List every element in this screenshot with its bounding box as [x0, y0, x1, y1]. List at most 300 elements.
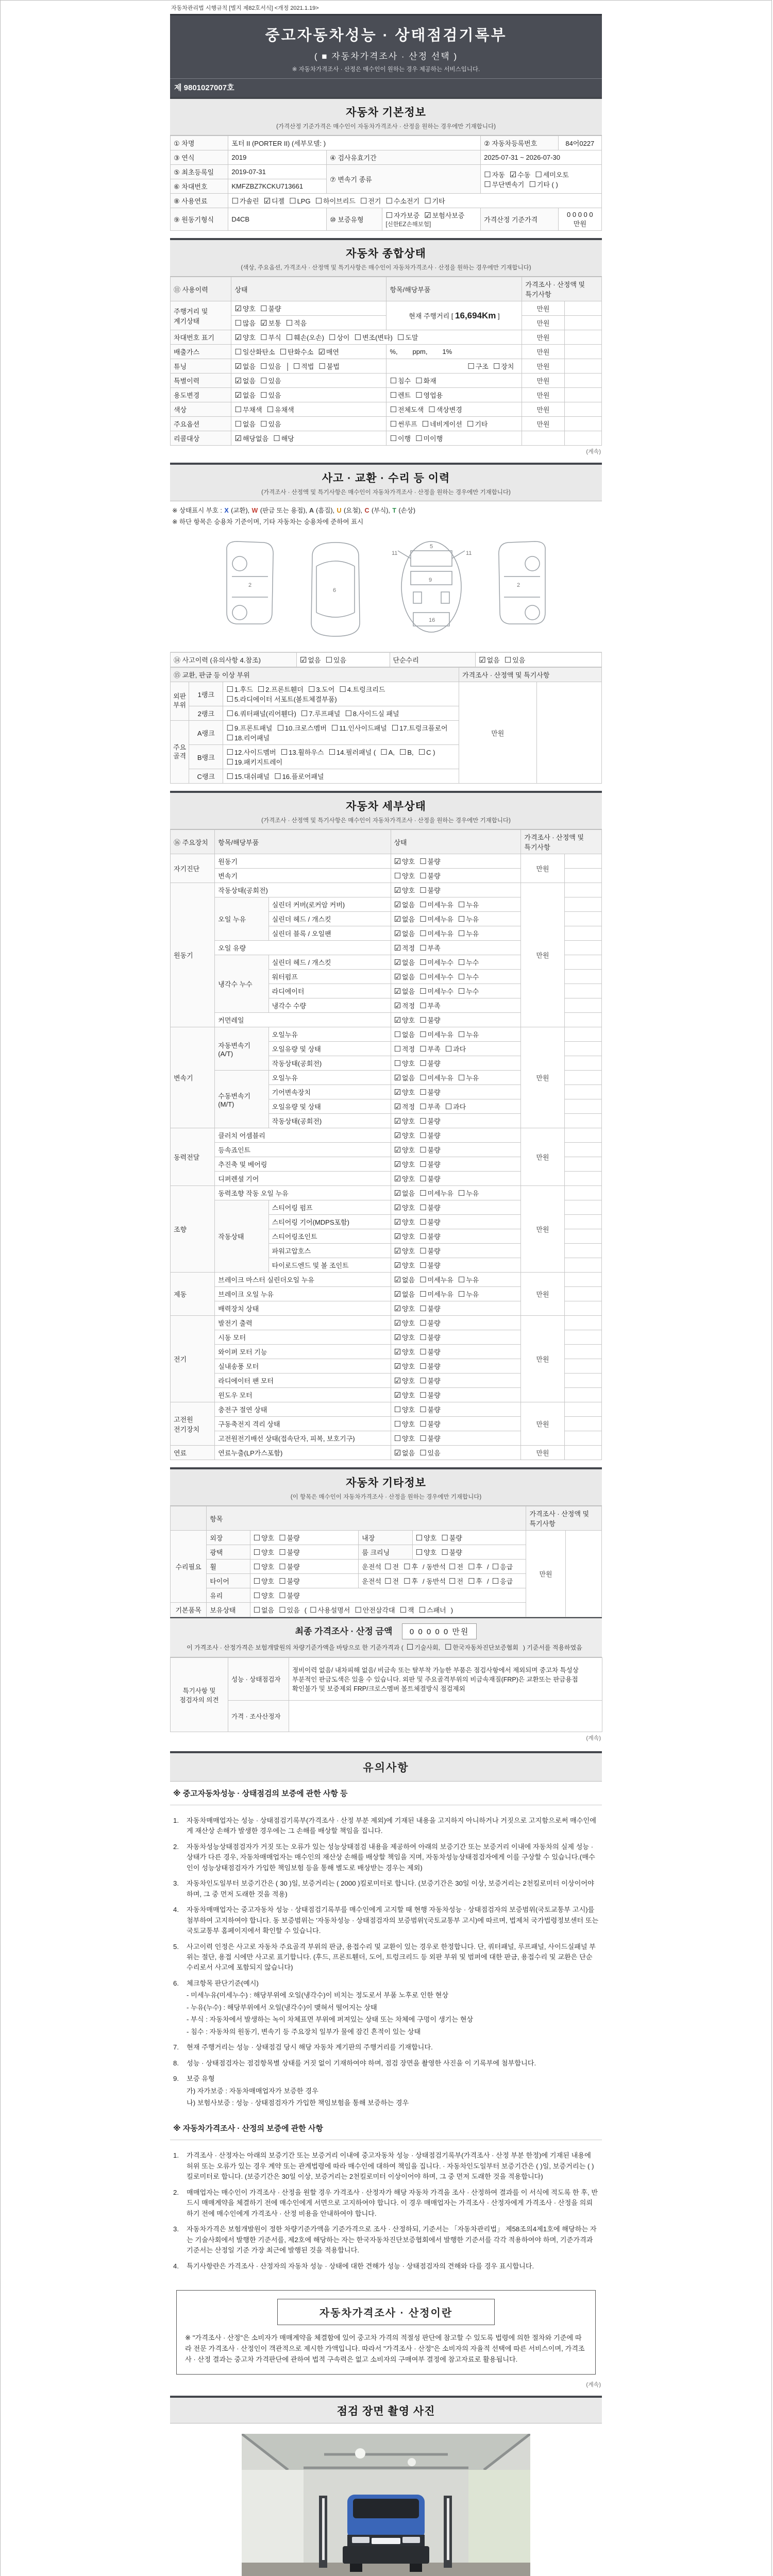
checkbox-option[interactable] — [279, 1576, 300, 1586]
checkbox-option[interactable] — [318, 347, 339, 357]
checkbox-option[interactable] — [355, 332, 393, 342]
checkbox-option[interactable] — [234, 404, 262, 414]
checkbox-option[interactable] — [394, 928, 415, 938]
checkbox-option[interactable] — [419, 1332, 441, 1342]
item-cell: 실린더 블록 / 오일팬 — [268, 926, 391, 941]
checkbox-option[interactable] — [419, 871, 441, 880]
checkbox-option[interactable] — [260, 376, 281, 385]
checkbox-option[interactable] — [467, 419, 488, 429]
checkbox-option[interactable] — [394, 1419, 415, 1429]
checkbox-option-label: 적법 — [301, 363, 314, 370]
checkbox-option[interactable] — [419, 1376, 441, 1385]
checked-checkbox-icon: ☑ — [394, 1002, 401, 1010]
price-cell: 만원 — [521, 1186, 564, 1273]
unchecked-checkbox-icon: ☐ — [385, 197, 393, 206]
price-appraisal-definition-title: 자동차가격조사 · 산정이란 — [277, 2299, 495, 2325]
checkbox-option[interactable] — [355, 1605, 395, 1615]
device-cell: 원동기 — [171, 883, 215, 1027]
checkbox-option[interactable] — [419, 1116, 441, 1126]
checkbox-option[interactable] — [415, 376, 436, 385]
checkbox-option[interactable] — [394, 1087, 415, 1097]
section-overall-title: 자동차 종합상태 — [346, 248, 426, 260]
checkbox-option[interactable] — [415, 433, 443, 443]
checkbox-option-label: 없음 — [401, 901, 415, 909]
checkbox-option-label: 유채색 — [275, 406, 294, 414]
checkbox-option[interactable] — [254, 1605, 275, 1615]
checkbox-option[interactable] — [419, 914, 453, 924]
checkbox-option[interactable] — [419, 1289, 453, 1299]
checkbox-option[interactable] — [419, 1174, 441, 1183]
notice-sub-item: 나) 보험사보증 : 성능 · 상태점검자가 가입한 책임보험을 통해 보증하는 경우 — [187, 2098, 409, 2107]
checkbox-option[interactable] — [331, 723, 387, 733]
checkbox-option[interactable] — [419, 1419, 441, 1429]
checkbox-option[interactable] — [394, 1260, 415, 1270]
checkbox-option[interactable] — [394, 1347, 415, 1357]
checkbox-option[interactable] — [510, 170, 531, 179]
checkbox-option[interactable] — [277, 723, 326, 733]
item-cell: 스티어링 펌프 — [268, 1200, 391, 1215]
unchecked-checkbox-icon: ☐ — [253, 1577, 260, 1586]
item-cell: 변속기 — [215, 869, 391, 883]
checkbox-option[interactable] — [407, 1643, 440, 1652]
checkbox-option[interactable] — [260, 318, 281, 328]
section-detail — [170, 791, 602, 829]
checkbox-option[interactable] — [394, 1001, 415, 1010]
notes-cell — [564, 1258, 601, 1273]
status-cell — [231, 316, 386, 330]
checkbox-option-label: 누유 — [466, 1291, 479, 1298]
unchecked-checkbox-icon: ☐ — [391, 724, 399, 733]
checkbox-option[interactable] — [394, 1376, 415, 1385]
checkbox-option[interactable] — [390, 433, 411, 443]
checkbox-option[interactable] — [394, 1246, 415, 1256]
checkbox-option[interactable] — [394, 885, 415, 895]
checkbox-option[interactable] — [254, 1562, 275, 1571]
checkbox-option[interactable] — [441, 1547, 462, 1557]
checkbox-option[interactable] — [468, 1576, 482, 1586]
notes-cell — [564, 1200, 601, 1215]
checkbox-option[interactable] — [419, 1073, 453, 1082]
checkbox-option[interactable] — [419, 943, 441, 953]
checkbox-option[interactable] — [449, 1576, 463, 1586]
checkbox-option[interactable] — [419, 1246, 441, 1256]
checkbox-option[interactable] — [458, 986, 479, 996]
price-cell: 만원 — [521, 854, 564, 883]
notes-cell — [564, 316, 601, 330]
checkbox-option[interactable] — [260, 390, 281, 400]
checkbox-option[interactable] — [484, 170, 505, 179]
checkbox-option-label: 양호 — [424, 1549, 437, 1556]
checkbox-option[interactable] — [286, 332, 324, 342]
checkbox-option[interactable] — [254, 1576, 275, 1586]
checkbox-option[interactable] — [394, 1159, 415, 1169]
checkbox-option[interactable] — [419, 1044, 441, 1054]
checkbox-option[interactable] — [394, 1332, 415, 1342]
checkbox-option[interactable] — [394, 1448, 415, 1458]
checkbox-option-label: B, — [407, 749, 414, 756]
notice-number: 9. — [173, 2075, 179, 2083]
checkbox-option[interactable] — [484, 179, 524, 189]
checkbox-option[interactable] — [254, 1533, 275, 1543]
checkbox-option[interactable] — [234, 361, 256, 371]
unchecked-checkbox-icon: ☐ — [325, 656, 332, 665]
checkbox-option[interactable] — [419, 1101, 441, 1111]
checkbox-option[interactable] — [234, 318, 256, 328]
checkbox-option[interactable] — [329, 332, 350, 342]
subgroup-cell: 냉각수 누수 — [215, 955, 268, 1013]
diagram-number: 9 — [429, 577, 432, 583]
checkbox-option[interactable] — [404, 1562, 418, 1571]
checkbox-option[interactable] — [279, 1562, 300, 1571]
checkbox-option[interactable] — [394, 1289, 415, 1299]
checkbox-option[interactable] — [226, 708, 296, 718]
unchecked-checkbox-icon: ☐ — [419, 1160, 427, 1169]
checkbox-option[interactable] — [234, 332, 256, 342]
basic-items-label: 기본품목 — [171, 1603, 207, 1617]
document-masthead — [170, 14, 602, 78]
checkbox-option-label: 전체도색 — [397, 406, 424, 414]
checkbox-option-label: 불량 — [287, 1534, 300, 1542]
checkbox-option[interactable] — [458, 1029, 479, 1039]
price-cell: 만원 — [521, 1316, 564, 1402]
checkbox-option[interactable] — [226, 733, 270, 742]
checkbox-option[interactable] — [258, 684, 304, 694]
checkbox-option[interactable] — [390, 390, 411, 400]
unchecked-checkbox-icon: ☐ — [253, 1548, 260, 1557]
status-cell — [391, 998, 521, 1013]
checkbox-option[interactable] — [419, 1217, 441, 1227]
notes-cell — [564, 1157, 601, 1172]
checkbox-option[interactable] — [458, 928, 479, 938]
checkbox-option[interactable] — [384, 1576, 399, 1586]
checked-checkbox-icon: ☑ — [394, 1146, 401, 1155]
checkbox-option[interactable] — [394, 1390, 415, 1400]
checkbox-option[interactable] — [226, 757, 282, 767]
checked-checkbox-icon: ☑ — [394, 944, 401, 953]
checkbox-option[interactable] — [394, 957, 415, 967]
checkbox-option[interactable] — [385, 196, 419, 206]
checkbox-option[interactable] — [394, 871, 415, 880]
checkbox-option[interactable] — [390, 376, 411, 385]
checkbox-option[interactable] — [399, 749, 414, 756]
notes-cell — [564, 1446, 601, 1460]
checkbox-option[interactable] — [394, 1058, 415, 1068]
inspector-opinion-table — [170, 1657, 602, 1732]
checkbox-option[interactable] — [394, 1404, 415, 1414]
checkbox-option[interactable] — [394, 1318, 415, 1328]
checkbox-option[interactable] — [419, 972, 453, 981]
checkbox-option[interactable] — [279, 1605, 300, 1615]
checkbox-option[interactable] — [400, 1605, 414, 1615]
checkbox-option[interactable] — [315, 196, 356, 206]
checkbox-option-label: 양호 — [401, 1305, 415, 1313]
checkbox-option[interactable] — [254, 1590, 275, 1600]
checkbox-option[interactable] — [535, 170, 569, 179]
checkbox-option[interactable] — [492, 1576, 513, 1586]
checkbox-option[interactable] — [267, 404, 294, 414]
checkbox-option[interactable] — [419, 1188, 453, 1198]
checkbox-option[interactable] — [380, 749, 395, 756]
checkbox-option[interactable] — [234, 419, 256, 429]
checkbox-option[interactable] — [419, 1159, 441, 1169]
checkbox-option[interactable] — [493, 361, 514, 371]
checkbox-option[interactable] — [468, 1562, 482, 1571]
checkbox-option[interactable] — [394, 914, 415, 924]
checkbox-option[interactable] — [394, 1433, 415, 1443]
checkbox-option[interactable] — [280, 347, 314, 357]
checkbox-option-label: 없음 — [401, 1449, 415, 1457]
checkbox-option-label: 18.리어패널 — [234, 734, 270, 742]
checkbox-option[interactable] — [419, 856, 441, 866]
checkbox-option[interactable] — [419, 1605, 446, 1615]
notes-cell — [564, 941, 601, 955]
checkbox-option[interactable] — [394, 1231, 415, 1241]
checkbox-option[interactable] — [328, 747, 376, 757]
checkbox-option[interactable] — [234, 390, 256, 400]
checkbox-option[interactable] — [394, 1361, 415, 1371]
notes-cell — [564, 417, 601, 431]
legend-prefix: ※ 상태표시 부호 : — [172, 507, 222, 514]
checkbox-option[interactable] — [394, 1145, 415, 1155]
unchecked-checkbox-icon: ☐ — [448, 1577, 456, 1586]
unchecked-checkbox-icon: ☐ — [419, 1146, 427, 1155]
checkbox-option-label: 누유 — [466, 930, 479, 938]
notice-item — [173, 1816, 599, 1837]
checkbox-option[interactable] — [234, 347, 275, 357]
checkbox-option[interactable] — [234, 376, 256, 385]
checkbox-option-label: 디젤 — [271, 197, 285, 205]
checkbox-option[interactable] — [458, 972, 479, 981]
checkbox-option[interactable] — [397, 332, 418, 342]
checkbox-option[interactable] — [441, 1533, 462, 1543]
checkbox-option[interactable] — [279, 1533, 300, 1543]
rank-items-cell — [223, 706, 459, 721]
checkbox-option[interactable] — [449, 1562, 463, 1571]
checkbox-option[interactable] — [458, 1188, 479, 1198]
checkbox-option[interactable] — [419, 1448, 441, 1458]
checkbox-option[interactable] — [458, 1275, 479, 1284]
checkbox-option[interactable] — [419, 1231, 441, 1241]
checkbox-option[interactable] — [419, 1361, 441, 1371]
checkbox-option[interactable] — [458, 914, 479, 924]
checkbox-option[interactable] — [254, 1547, 275, 1557]
unchecked-checkbox-icon: ☐ — [419, 1103, 427, 1111]
checkbox-option-label: 없음 — [401, 959, 415, 967]
checkbox-option[interactable] — [360, 196, 381, 206]
checkbox-option[interactable] — [445, 1044, 466, 1054]
checkbox-option[interactable] — [419, 1130, 441, 1140]
checkbox-option[interactable] — [234, 303, 256, 313]
unchecked-checkbox-icon: ☐ — [394, 1059, 401, 1068]
detail-row — [171, 1316, 602, 1330]
warranty-type-label: ⑩ 보증유형 — [327, 208, 382, 231]
checkbox-option[interactable] — [325, 655, 346, 665]
checkbox-option[interactable] — [419, 957, 453, 967]
checkbox-option[interactable] — [419, 1260, 441, 1270]
checked-checkbox-icon: ☑ — [394, 1247, 401, 1256]
checkbox-option[interactable] — [264, 196, 285, 206]
checkbox-option[interactable] — [279, 1547, 300, 1557]
checkbox-option[interactable] — [529, 179, 558, 189]
checkbox-option[interactable] — [419, 1202, 441, 1212]
checkbox-option[interactable] — [385, 210, 419, 220]
subgroup-cell: 자동변속기 (A/T) — [215, 1027, 268, 1071]
checkbox-option[interactable] — [226, 747, 276, 757]
checkbox-option[interactable] — [301, 708, 341, 718]
checkbox-option[interactable] — [415, 390, 443, 400]
checkbox-option[interactable] — [419, 1058, 441, 1068]
checkbox-option[interactable] — [419, 928, 453, 938]
checkbox-option[interactable] — [234, 433, 268, 443]
checkbox-option[interactable] — [416, 1533, 437, 1543]
unchecked-checkbox-icon: ☐ — [419, 1319, 427, 1328]
checkbox-option[interactable] — [318, 361, 340, 371]
checkbox-option[interactable] — [419, 1404, 441, 1414]
checkbox-option[interactable] — [479, 655, 500, 665]
checkbox-option[interactable] — [286, 318, 307, 328]
checkbox-option[interactable] — [394, 1116, 415, 1126]
checkbox-option[interactable] — [419, 1347, 441, 1357]
price-cell: 만원 — [522, 417, 564, 431]
unchecked-checkbox-icon: ☐ — [419, 857, 427, 866]
checkbox-option[interactable] — [428, 404, 462, 414]
checkbox-option[interactable] — [419, 885, 441, 895]
checkbox-option[interactable] — [394, 986, 415, 996]
checkbox-option[interactable] — [419, 1015, 441, 1025]
checkbox-option[interactable] — [394, 1101, 415, 1111]
checkbox-option[interactable] — [458, 1073, 479, 1082]
checked-checkbox-icon: ☑ — [394, 1304, 401, 1313]
option-text: / — [486, 1578, 489, 1585]
checkbox-option[interactable] — [394, 1044, 415, 1054]
checkbox-option[interactable] — [419, 1145, 441, 1155]
checkbox-option[interactable] — [467, 361, 489, 371]
checkbox-option[interactable] — [345, 708, 399, 718]
checkbox-option[interactable] — [394, 1073, 415, 1082]
repair-needed-label: 수리필요 — [171, 1531, 207, 1603]
checkbox-option[interactable] — [394, 1029, 415, 1039]
checkbox-option[interactable] — [419, 1275, 453, 1284]
checkbox-option[interactable] — [458, 957, 479, 967]
checkbox-option[interactable] — [394, 1174, 415, 1183]
checkbox-option[interactable] — [492, 1562, 513, 1571]
checkbox-option[interactable] — [384, 1562, 399, 1571]
checkbox-option[interactable] — [419, 900, 453, 909]
checkbox-option[interactable] — [445, 1101, 466, 1111]
checkbox-option[interactable] — [260, 303, 281, 313]
notes-cell — [564, 1143, 601, 1157]
unchecked-checkbox-icon: ☐ — [492, 1577, 499, 1586]
checkbox-option[interactable] — [279, 1590, 300, 1600]
checkbox-option[interactable] — [445, 1643, 518, 1652]
checkbox-option-label: 15.대쉬패널 — [234, 773, 270, 781]
checkbox-option[interactable] — [422, 419, 462, 429]
checkbox-option[interactable] — [226, 723, 272, 733]
checkbox-option[interactable] — [226, 694, 337, 704]
checkbox-option[interactable] — [392, 723, 448, 733]
unchecked-checkbox-icon: ☐ — [345, 709, 352, 718]
continued-marker: (계속) — [586, 1735, 601, 1741]
checkbox-option[interactable] — [419, 1029, 453, 1039]
checkbox-option[interactable] — [394, 900, 415, 909]
checkbox-option[interactable] — [308, 684, 334, 694]
unchecked-checkbox-icon: ☐ — [448, 1563, 456, 1571]
checkbox-option[interactable] — [394, 856, 415, 866]
checkbox-option[interactable] — [458, 1289, 479, 1299]
checkbox-option[interactable] — [390, 419, 417, 429]
checkbox-option[interactable] — [419, 1087, 441, 1097]
unchecked-checkbox-icon: ☐ — [419, 973, 427, 981]
checkbox-option[interactable] — [390, 404, 424, 414]
checkbox-option[interactable] — [394, 943, 415, 953]
checkbox-option[interactable] — [458, 900, 479, 909]
checkbox-option[interactable] — [289, 197, 310, 205]
notes-cell — [564, 1388, 601, 1402]
checkbox-option[interactable] — [404, 1576, 418, 1586]
item-cell: 연료누출(LP가스포함) — [215, 1446, 391, 1460]
unchecked-checkbox-icon: ☐ — [458, 1074, 465, 1082]
checkbox-option-label: 없음 — [242, 377, 256, 385]
checkbox-option[interactable] — [231, 196, 259, 206]
checkbox-option[interactable] — [274, 771, 324, 781]
checkbox-option[interactable] — [394, 1202, 415, 1212]
checkbox-option-label: 없음 — [401, 930, 415, 938]
checkbox-option[interactable] — [300, 655, 321, 665]
checkbox-option[interactable] — [424, 196, 445, 206]
checkbox-option[interactable] — [394, 1275, 415, 1284]
checkbox-option[interactable] — [419, 1001, 441, 1010]
checkbox-option[interactable] — [260, 361, 281, 371]
checkbox-option[interactable] — [394, 1015, 415, 1025]
reg-number-label: ② 자동차등록번호 — [481, 136, 559, 150]
wheel-label: 휠 — [207, 1560, 250, 1574]
table-header-row — [171, 830, 602, 854]
subgroup-cell: 오일 누유 — [215, 897, 268, 941]
notice-number: 3. — [173, 2225, 179, 2233]
checkbox-option[interactable] — [273, 433, 294, 443]
table-row — [171, 208, 602, 231]
checkbox-option[interactable] — [281, 747, 324, 757]
checkbox-option[interactable] — [226, 684, 253, 694]
checkbox-option[interactable] — [505, 655, 526, 665]
checkbox-option[interactable] — [416, 1547, 437, 1557]
checkbox-option[interactable] — [424, 210, 464, 220]
device-cell: 동력전달 — [171, 1128, 215, 1186]
legend-note: ※ 하단 항목은 승용차 기준이며, 기타 자동차는 승용차에 준하여 표시 — [172, 518, 364, 526]
checkbox-option[interactable] — [394, 1130, 415, 1140]
checkbox-option[interactable] — [339, 684, 385, 694]
checkbox-option[interactable] — [394, 1303, 415, 1313]
checkbox-option-label: 양호 — [401, 1348, 415, 1356]
checkbox-option[interactable] — [419, 1318, 441, 1328]
checkbox-option[interactable] — [260, 332, 281, 342]
checkbox-option[interactable] — [226, 771, 270, 781]
checkbox-option[interactable] — [419, 1303, 441, 1313]
notes-cell — [564, 1172, 601, 1186]
checkbox-option[interactable] — [418, 749, 435, 756]
checkbox-option[interactable] — [293, 361, 314, 371]
checkbox-option[interactable] — [394, 972, 415, 981]
checkbox-option[interactable] — [260, 419, 281, 429]
checkbox-option[interactable] — [394, 1217, 415, 1227]
checkbox-option[interactable] — [394, 1188, 415, 1198]
checkbox-option[interactable] — [419, 1433, 441, 1443]
interior-label: 내장 — [359, 1531, 412, 1545]
checkbox-option-label: 해당 — [281, 435, 294, 443]
checkbox-option[interactable] — [310, 1605, 350, 1615]
checkbox-option[interactable] — [419, 1390, 441, 1400]
checkbox-option[interactable] — [419, 986, 453, 996]
